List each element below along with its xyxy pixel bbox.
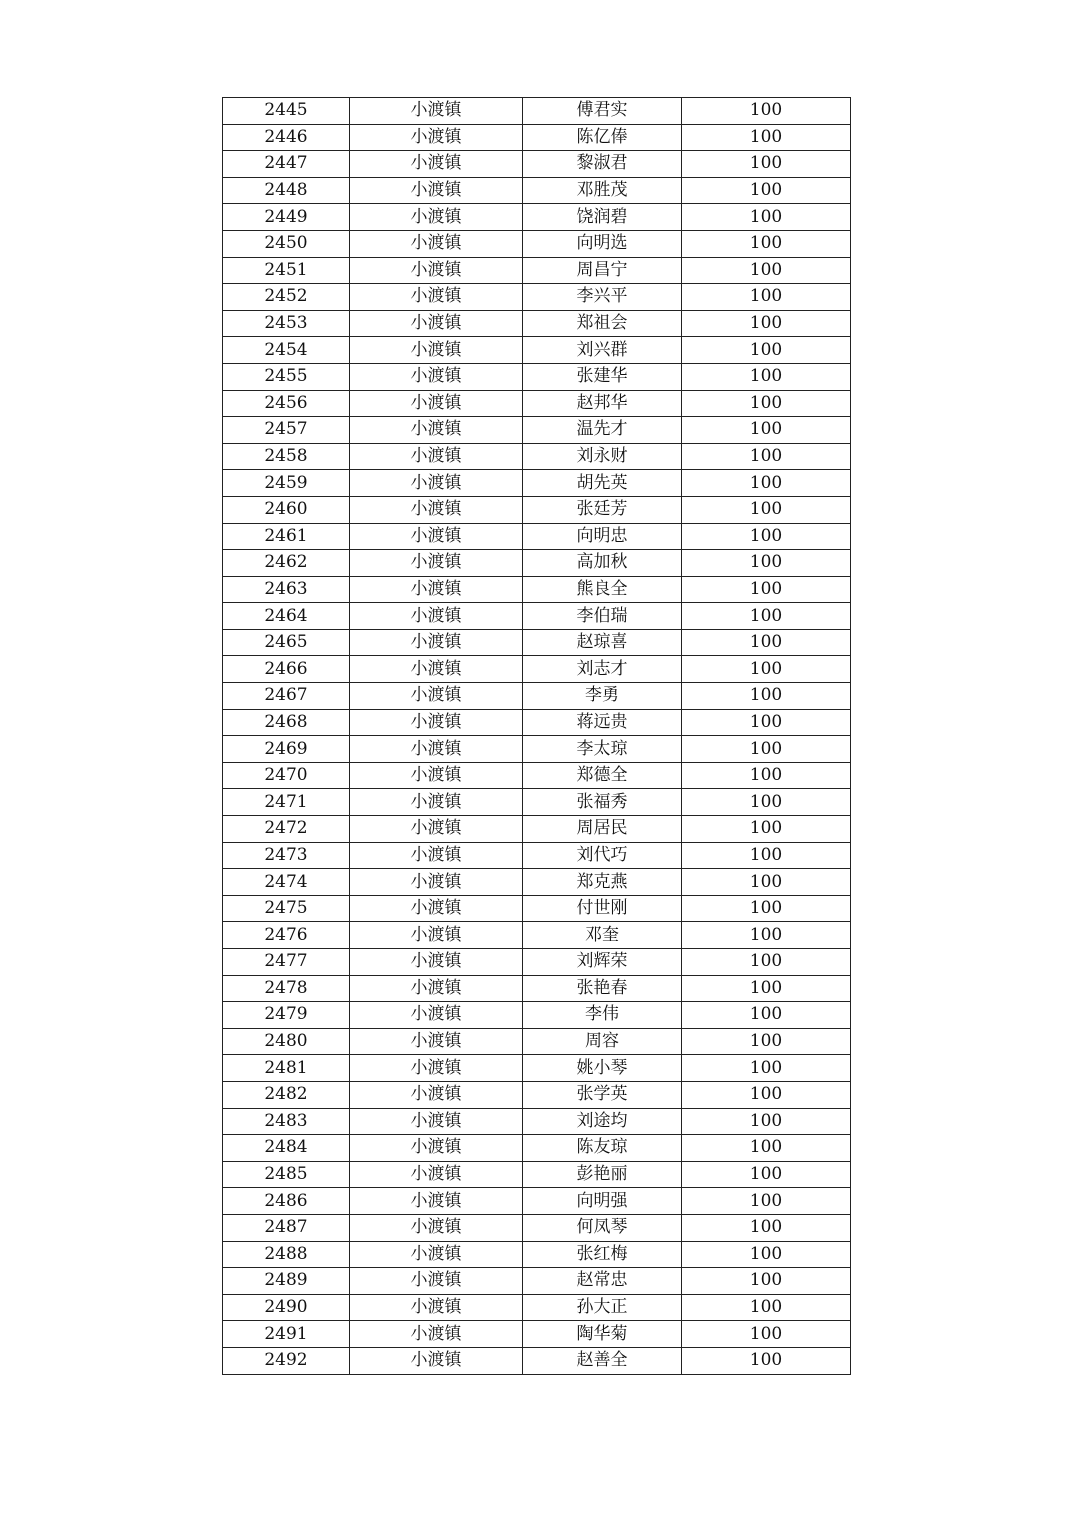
amount-cell: 100 bbox=[682, 1347, 851, 1374]
serial-number-cell: 2469 bbox=[223, 736, 350, 763]
person-name-cell: 陶华菊 bbox=[523, 1321, 682, 1348]
table-row bbox=[223, 1108, 851, 1135]
amount-cell: 100 bbox=[682, 762, 851, 789]
amount-cell: 100 bbox=[682, 736, 851, 763]
town-cell: 小渡镇 bbox=[350, 789, 523, 816]
table-row bbox=[223, 443, 851, 470]
town-cell: 小渡镇 bbox=[350, 443, 523, 470]
amount-cell: 100 bbox=[682, 98, 851, 125]
table-row bbox=[223, 310, 851, 337]
table-row bbox=[223, 1321, 851, 1348]
amount-cell: 100 bbox=[682, 683, 851, 710]
person-name-cell: 刘兴群 bbox=[523, 337, 682, 364]
serial-number-cell: 2459 bbox=[223, 470, 350, 497]
amount-cell: 100 bbox=[682, 1002, 851, 1029]
serial-number-cell: 2454 bbox=[223, 337, 350, 364]
table-row bbox=[223, 151, 851, 178]
town-cell: 小渡镇 bbox=[350, 1347, 523, 1374]
amount-cell: 100 bbox=[682, 1321, 851, 1348]
amount-cell: 100 bbox=[682, 1241, 851, 1268]
table-row bbox=[223, 656, 851, 683]
table-row bbox=[223, 949, 851, 976]
person-name-cell: 张福秀 bbox=[523, 789, 682, 816]
serial-number-cell: 2452 bbox=[223, 284, 350, 311]
serial-number-cell: 2483 bbox=[223, 1108, 350, 1135]
amount-cell: 100 bbox=[682, 204, 851, 231]
person-name-cell: 刘辉荣 bbox=[523, 949, 682, 976]
table-row bbox=[223, 204, 851, 231]
town-cell: 小渡镇 bbox=[350, 1161, 523, 1188]
table-row bbox=[223, 816, 851, 843]
amount-cell: 100 bbox=[682, 363, 851, 390]
table-row bbox=[223, 1188, 851, 1215]
person-name-cell: 郑克燕 bbox=[523, 869, 682, 896]
serial-number-cell: 2473 bbox=[223, 842, 350, 869]
town-cell: 小渡镇 bbox=[350, 523, 523, 550]
person-name-cell: 向明选 bbox=[523, 230, 682, 257]
table-row bbox=[223, 470, 851, 497]
person-name-cell: 刘代巧 bbox=[523, 842, 682, 869]
person-name-cell: 周容 bbox=[523, 1028, 682, 1055]
town-cell: 小渡镇 bbox=[350, 1241, 523, 1268]
person-name-cell: 向明忠 bbox=[523, 523, 682, 550]
serial-number-cell: 2484 bbox=[223, 1135, 350, 1162]
serial-number-cell: 2463 bbox=[223, 576, 350, 603]
amount-cell: 100 bbox=[682, 230, 851, 257]
amount-cell: 100 bbox=[682, 1268, 851, 1295]
table-row bbox=[223, 736, 851, 763]
person-name-cell: 李伯瑞 bbox=[523, 603, 682, 630]
person-name-cell: 傅君实 bbox=[523, 98, 682, 125]
town-cell: 小渡镇 bbox=[350, 151, 523, 178]
person-name-cell: 郑德全 bbox=[523, 762, 682, 789]
amount-cell: 100 bbox=[682, 1214, 851, 1241]
serial-number-cell: 2467 bbox=[223, 683, 350, 710]
table-row bbox=[223, 284, 851, 311]
serial-number-cell: 2491 bbox=[223, 1321, 350, 1348]
serial-number-cell: 2489 bbox=[223, 1268, 350, 1295]
town-cell: 小渡镇 bbox=[350, 204, 523, 231]
table-row bbox=[223, 124, 851, 151]
roster-table bbox=[222, 97, 851, 1375]
table-row bbox=[223, 869, 851, 896]
serial-number-cell: 2453 bbox=[223, 310, 350, 337]
town-cell: 小渡镇 bbox=[350, 603, 523, 630]
person-name-cell: 向明强 bbox=[523, 1188, 682, 1215]
amount-cell: 100 bbox=[682, 869, 851, 896]
serial-number-cell: 2481 bbox=[223, 1055, 350, 1082]
person-name-cell: 熊良全 bbox=[523, 576, 682, 603]
amount-cell: 100 bbox=[682, 177, 851, 204]
serial-number-cell: 2455 bbox=[223, 363, 350, 390]
person-name-cell: 陈友琼 bbox=[523, 1135, 682, 1162]
person-name-cell: 张艳春 bbox=[523, 975, 682, 1002]
amount-cell: 100 bbox=[682, 1294, 851, 1321]
town-cell: 小渡镇 bbox=[350, 1108, 523, 1135]
town-cell: 小渡镇 bbox=[350, 390, 523, 417]
table-row bbox=[223, 417, 851, 444]
table-row bbox=[223, 895, 851, 922]
person-name-cell: 李伟 bbox=[523, 1002, 682, 1029]
serial-number-cell: 2460 bbox=[223, 496, 350, 523]
person-name-cell: 高加秋 bbox=[523, 550, 682, 577]
town-cell: 小渡镇 bbox=[350, 363, 523, 390]
amount-cell: 100 bbox=[682, 1161, 851, 1188]
table-row bbox=[223, 363, 851, 390]
amount-cell: 100 bbox=[682, 257, 851, 284]
serial-number-cell: 2479 bbox=[223, 1002, 350, 1029]
person-name-cell: 周居民 bbox=[523, 816, 682, 843]
serial-number-cell: 2480 bbox=[223, 1028, 350, 1055]
table-row bbox=[223, 390, 851, 417]
person-name-cell: 刘永财 bbox=[523, 443, 682, 470]
town-cell: 小渡镇 bbox=[350, 1268, 523, 1295]
serial-number-cell: 2450 bbox=[223, 230, 350, 257]
table-row bbox=[223, 1055, 851, 1082]
serial-number-cell: 2461 bbox=[223, 523, 350, 550]
town-cell: 小渡镇 bbox=[350, 1002, 523, 1029]
amount-cell: 100 bbox=[682, 1188, 851, 1215]
person-name-cell: 张红梅 bbox=[523, 1241, 682, 1268]
table-row bbox=[223, 230, 851, 257]
amount-cell: 100 bbox=[682, 310, 851, 337]
table-row bbox=[223, 550, 851, 577]
serial-number-cell: 2457 bbox=[223, 417, 350, 444]
serial-number-cell: 2456 bbox=[223, 390, 350, 417]
town-cell: 小渡镇 bbox=[350, 1055, 523, 1082]
amount-cell: 100 bbox=[682, 417, 851, 444]
person-name-cell: 胡先英 bbox=[523, 470, 682, 497]
serial-number-cell: 2477 bbox=[223, 949, 350, 976]
amount-cell: 100 bbox=[682, 284, 851, 311]
amount-cell: 100 bbox=[682, 842, 851, 869]
table-row bbox=[223, 1135, 851, 1162]
table-row bbox=[223, 683, 851, 710]
amount-cell: 100 bbox=[682, 390, 851, 417]
table-row bbox=[223, 98, 851, 125]
amount-cell: 100 bbox=[682, 789, 851, 816]
serial-number-cell: 2492 bbox=[223, 1347, 350, 1374]
person-name-cell: 周昌宁 bbox=[523, 257, 682, 284]
serial-number-cell: 2464 bbox=[223, 603, 350, 630]
town-cell: 小渡镇 bbox=[350, 417, 523, 444]
table-row bbox=[223, 1002, 851, 1029]
town-cell: 小渡镇 bbox=[350, 895, 523, 922]
serial-number-cell: 2478 bbox=[223, 975, 350, 1002]
table-row bbox=[223, 177, 851, 204]
amount-cell: 100 bbox=[682, 975, 851, 1002]
amount-cell: 100 bbox=[682, 895, 851, 922]
serial-number-cell: 2447 bbox=[223, 151, 350, 178]
town-cell: 小渡镇 bbox=[350, 284, 523, 311]
serial-number-cell: 2486 bbox=[223, 1188, 350, 1215]
person-name-cell: 彭艳丽 bbox=[523, 1161, 682, 1188]
table-row bbox=[223, 1028, 851, 1055]
town-cell: 小渡镇 bbox=[350, 1028, 523, 1055]
person-name-cell: 邓胜茂 bbox=[523, 177, 682, 204]
amount-cell: 100 bbox=[682, 816, 851, 843]
serial-number-cell: 2446 bbox=[223, 124, 350, 151]
town-cell: 小渡镇 bbox=[350, 922, 523, 949]
town-cell: 小渡镇 bbox=[350, 869, 523, 896]
serial-number-cell: 2451 bbox=[223, 257, 350, 284]
person-name-cell: 赵常忠 bbox=[523, 1268, 682, 1295]
table-row bbox=[223, 257, 851, 284]
town-cell: 小渡镇 bbox=[350, 496, 523, 523]
person-name-cell: 邓奎 bbox=[523, 922, 682, 949]
town-cell: 小渡镇 bbox=[350, 949, 523, 976]
table-row bbox=[223, 842, 851, 869]
table-row bbox=[223, 922, 851, 949]
table-row bbox=[223, 1294, 851, 1321]
town-cell: 小渡镇 bbox=[350, 550, 523, 577]
amount-cell: 100 bbox=[682, 1028, 851, 1055]
table-row bbox=[223, 1161, 851, 1188]
amount-cell: 100 bbox=[682, 656, 851, 683]
serial-number-cell: 2445 bbox=[223, 98, 350, 125]
serial-number-cell: 2490 bbox=[223, 1294, 350, 1321]
amount-cell: 100 bbox=[682, 1055, 851, 1082]
serial-number-cell: 2487 bbox=[223, 1214, 350, 1241]
person-name-cell: 赵邦华 bbox=[523, 390, 682, 417]
amount-cell: 100 bbox=[682, 1081, 851, 1108]
serial-number-cell: 2458 bbox=[223, 443, 350, 470]
serial-number-cell: 2476 bbox=[223, 922, 350, 949]
amount-cell: 100 bbox=[682, 629, 851, 656]
town-cell: 小渡镇 bbox=[350, 709, 523, 736]
table-row bbox=[223, 1081, 851, 1108]
person-name-cell: 姚小琴 bbox=[523, 1055, 682, 1082]
serial-number-cell: 2485 bbox=[223, 1161, 350, 1188]
serial-number-cell: 2462 bbox=[223, 550, 350, 577]
person-name-cell: 温先才 bbox=[523, 417, 682, 444]
town-cell: 小渡镇 bbox=[350, 975, 523, 1002]
town-cell: 小渡镇 bbox=[350, 177, 523, 204]
serial-number-cell: 2471 bbox=[223, 789, 350, 816]
town-cell: 小渡镇 bbox=[350, 576, 523, 603]
table-row bbox=[223, 762, 851, 789]
serial-number-cell: 2472 bbox=[223, 816, 350, 843]
person-name-cell: 赵善全 bbox=[523, 1347, 682, 1374]
serial-number-cell: 2475 bbox=[223, 895, 350, 922]
town-cell: 小渡镇 bbox=[350, 310, 523, 337]
amount-cell: 100 bbox=[682, 1135, 851, 1162]
amount-cell: 100 bbox=[682, 576, 851, 603]
amount-cell: 100 bbox=[682, 709, 851, 736]
amount-cell: 100 bbox=[682, 550, 851, 577]
amount-cell: 100 bbox=[682, 124, 851, 151]
table-row bbox=[223, 789, 851, 816]
table-row bbox=[223, 1268, 851, 1295]
town-cell: 小渡镇 bbox=[350, 98, 523, 125]
table-row bbox=[223, 337, 851, 364]
serial-number-cell: 2482 bbox=[223, 1081, 350, 1108]
person-name-cell: 黎淑君 bbox=[523, 151, 682, 178]
amount-cell: 100 bbox=[682, 603, 851, 630]
table-row bbox=[223, 576, 851, 603]
person-name-cell: 郑祖会 bbox=[523, 310, 682, 337]
serial-number-cell: 2468 bbox=[223, 709, 350, 736]
person-name-cell: 李太琼 bbox=[523, 736, 682, 763]
serial-number-cell: 2470 bbox=[223, 762, 350, 789]
table-row bbox=[223, 1241, 851, 1268]
person-name-cell: 刘途均 bbox=[523, 1108, 682, 1135]
town-cell: 小渡镇 bbox=[350, 257, 523, 284]
table-row bbox=[223, 523, 851, 550]
person-name-cell: 李兴平 bbox=[523, 284, 682, 311]
table-row bbox=[223, 1347, 851, 1374]
amount-cell: 100 bbox=[682, 443, 851, 470]
town-cell: 小渡镇 bbox=[350, 1135, 523, 1162]
town-cell: 小渡镇 bbox=[350, 842, 523, 869]
amount-cell: 100 bbox=[682, 1108, 851, 1135]
town-cell: 小渡镇 bbox=[350, 1214, 523, 1241]
town-cell: 小渡镇 bbox=[350, 1188, 523, 1215]
table-row bbox=[223, 709, 851, 736]
serial-number-cell: 2474 bbox=[223, 869, 350, 896]
person-name-cell: 陈亿俸 bbox=[523, 124, 682, 151]
serial-number-cell: 2488 bbox=[223, 1241, 350, 1268]
town-cell: 小渡镇 bbox=[350, 1294, 523, 1321]
town-cell: 小渡镇 bbox=[350, 629, 523, 656]
table-row bbox=[223, 1214, 851, 1241]
town-cell: 小渡镇 bbox=[350, 1321, 523, 1348]
person-name-cell: 蒋远贵 bbox=[523, 709, 682, 736]
town-cell: 小渡镇 bbox=[350, 683, 523, 710]
town-cell: 小渡镇 bbox=[350, 762, 523, 789]
town-cell: 小渡镇 bbox=[350, 736, 523, 763]
serial-number-cell: 2466 bbox=[223, 656, 350, 683]
table-row bbox=[223, 496, 851, 523]
person-name-cell: 赵琼喜 bbox=[523, 629, 682, 656]
serial-number-cell: 2449 bbox=[223, 204, 350, 231]
amount-cell: 100 bbox=[682, 337, 851, 364]
person-name-cell: 孙大正 bbox=[523, 1294, 682, 1321]
town-cell: 小渡镇 bbox=[350, 230, 523, 257]
table-row bbox=[223, 603, 851, 630]
town-cell: 小渡镇 bbox=[350, 470, 523, 497]
town-cell: 小渡镇 bbox=[350, 337, 523, 364]
town-cell: 小渡镇 bbox=[350, 124, 523, 151]
amount-cell: 100 bbox=[682, 470, 851, 497]
amount-cell: 100 bbox=[682, 922, 851, 949]
amount-cell: 100 bbox=[682, 523, 851, 550]
person-name-cell: 付世刚 bbox=[523, 895, 682, 922]
person-name-cell: 饶润碧 bbox=[523, 204, 682, 231]
serial-number-cell: 2465 bbox=[223, 629, 350, 656]
town-cell: 小渡镇 bbox=[350, 656, 523, 683]
person-name-cell: 张建华 bbox=[523, 363, 682, 390]
town-cell: 小渡镇 bbox=[350, 1081, 523, 1108]
person-name-cell: 刘志才 bbox=[523, 656, 682, 683]
roster-table-body bbox=[223, 98, 851, 1375]
person-name-cell: 张廷芳 bbox=[523, 496, 682, 523]
person-name-cell: 张学英 bbox=[523, 1081, 682, 1108]
person-name-cell: 李勇 bbox=[523, 683, 682, 710]
amount-cell: 100 bbox=[682, 151, 851, 178]
amount-cell: 100 bbox=[682, 496, 851, 523]
table-row bbox=[223, 975, 851, 1002]
amount-cell: 100 bbox=[682, 949, 851, 976]
town-cell: 小渡镇 bbox=[350, 816, 523, 843]
person-name-cell: 何凤琴 bbox=[523, 1214, 682, 1241]
table-row bbox=[223, 629, 851, 656]
serial-number-cell: 2448 bbox=[223, 177, 350, 204]
